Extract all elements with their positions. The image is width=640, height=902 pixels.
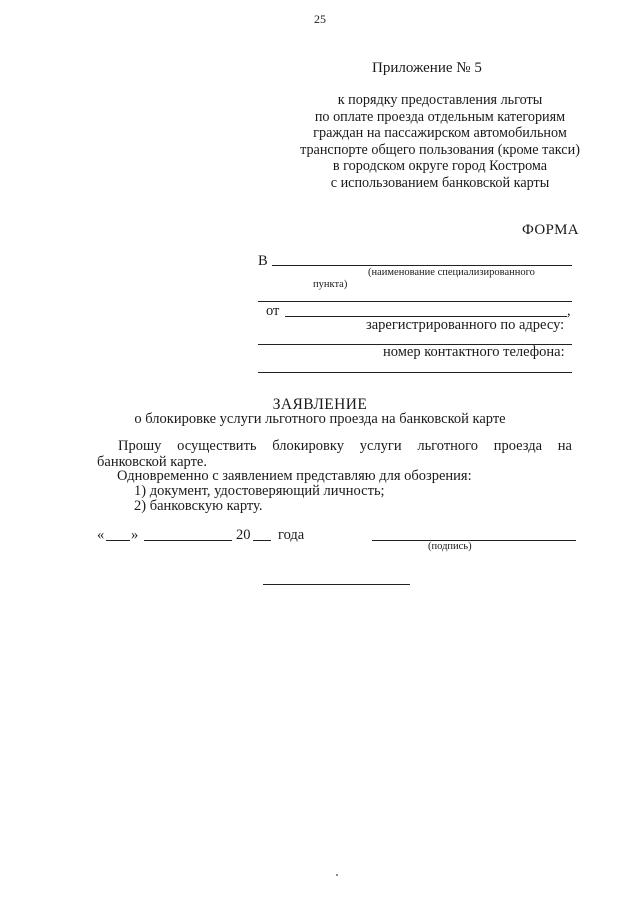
appendix-subtitle (240, 92, 640, 192)
appendix-subtitle-line: транспорте общего пользования (кроме такси) (300, 141, 580, 158)
phone-line[interactable] (258, 372, 572, 373)
appendix-subtitle-line: к порядку предоставления льготы (337, 92, 543, 108)
year-suffix: года (278, 527, 305, 543)
statement-title: ЗАЯВЛЕНИЕ (272, 396, 368, 413)
date-year-line[interactable] (253, 540, 271, 541)
to-line-2[interactable] (258, 301, 572, 302)
simultaneously-text: Одновременно с заявлением представляю для обозрения: (117, 468, 472, 484)
statement-subtitle: о блокировке услуги льготного проезда на банковской карте (134, 411, 506, 427)
separator-line (263, 584, 410, 585)
appendix-title: Приложение № 5 (372, 60, 482, 76)
signature-caption: (подпись) (428, 541, 472, 552)
list-item: 1) документ, удостоверяющий личность; (134, 483, 385, 499)
appendix-subtitle-line: с использованием банковской карты (330, 174, 550, 191)
to-caption-line2: пункта) (313, 279, 348, 290)
date-day-line[interactable] (106, 540, 130, 541)
date-month-line[interactable] (144, 540, 232, 541)
scan-dot (336, 874, 338, 876)
list-item: 2) банковскую карту. (134, 498, 263, 514)
year-prefix: 20 (236, 527, 251, 543)
date-open-quote: « (97, 527, 105, 543)
appendix-subtitle-line: граждан на пассажирском автомобильном (313, 125, 567, 142)
date-close-quote: » (131, 527, 139, 543)
to-line[interactable] (272, 265, 572, 266)
appendix-subtitle-line: по оплате проезда отдельным категориям (314, 108, 566, 125)
page-number: 25 (314, 12, 326, 26)
to-prefix: В (258, 253, 268, 269)
from-comma: , (567, 303, 571, 319)
phone-label: номер контактного телефона: (383, 344, 565, 360)
statement-paragraph: Прошу осуществить блокировку услуги льготного проезда на банковской карте. (97, 438, 572, 470)
from-prefix: от (266, 303, 280, 319)
to-caption-line1: (наименование специализированного (368, 267, 535, 278)
form-label: ФОРМА (522, 222, 579, 238)
appendix-subtitle-line: в городском округе город Кострома (332, 158, 548, 175)
address-label: зарегистрированного по адресу: (366, 317, 565, 333)
signature-line[interactable] (372, 540, 576, 541)
